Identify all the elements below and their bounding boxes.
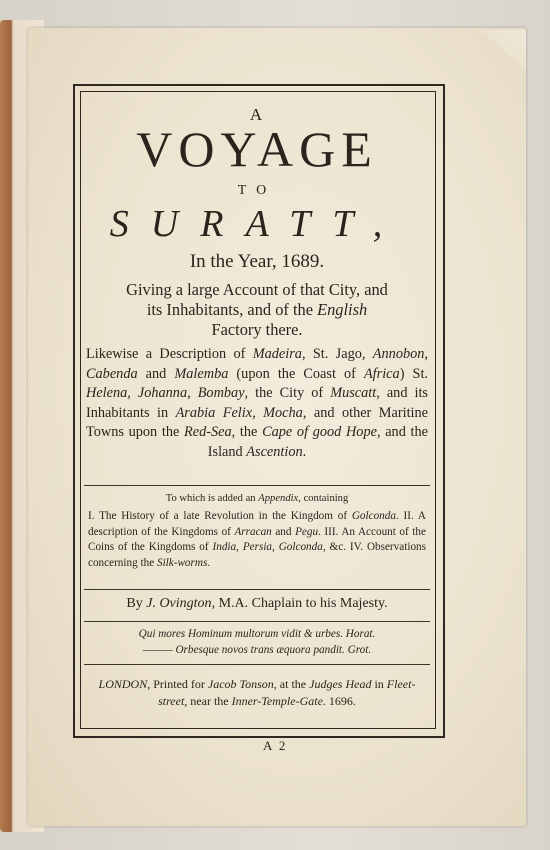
subtitle-line: Giving a large Account of that City, and [126,280,388,299]
divider-rule [84,485,430,486]
appendix-contents [88,509,426,571]
text-run: Malemba [174,365,229,382]
text-run: , and the Island [207,424,428,460]
subtitle-line [88,300,426,320]
signature-mark: A 2 [263,738,288,753]
text-run: ) St. [399,365,428,382]
text-run: Pegu [295,525,319,538]
appendix-heading [80,493,434,504]
text-run: Annobon, Cabenda [86,346,428,382]
text-run: . III. An Account of the Coins of the Kingdoms of [88,525,426,553]
text-run: Judges Head [309,677,372,691]
text-run: Arabia Felix, Mocha [175,404,303,421]
text-run: and [137,365,175,382]
text-run: Golconda [351,510,396,522]
subtitle-line-part: English [317,300,368,319]
description-paragraph [86,345,428,462]
text-run: Likewise a Description of [86,346,253,362]
text-run: To which is added an [165,493,259,504]
text-run: and [271,525,296,538]
text-run: Madeira [252,346,302,362]
text-run: , M.A. Chaplain to his Majesty. [211,596,388,611]
text-run: I. The History of a late Revolution in the Kingdom of [88,510,352,522]
imprint [90,676,424,710]
text-run: Muscatt [330,385,377,401]
subtitle-line: Factory there. [211,320,303,339]
epigraph-grotius: ——— Orbesque novos trans æquora pandit. Grot. [142,644,372,656]
text-run: By [126,596,147,611]
text-run: LONDON [98,677,148,691]
text-run: (upon the Coast of [228,365,364,382]
text-run: India, Persia, Golconda [212,541,323,553]
title-suratt: SURATT, [109,203,405,245]
text-run: . 1696. [322,694,356,708]
text-run: , at the [273,677,310,691]
divider-rule [84,664,430,665]
text-run: J. Ovington [146,596,212,611]
text-run: , containing [298,493,349,504]
text-run: Red-Sea [184,424,232,440]
title-to: TO [237,183,277,198]
text-run: Cape of good Hope [262,424,377,440]
divider-rule [84,621,430,622]
text-run: Inner-Temple-Gate [231,694,323,708]
author-line [80,596,434,612]
title-voyage: VOYAGE [136,121,378,177]
text-run: , and other Maritine Towns upon the [86,404,429,440]
text-run: Appendix [258,493,299,504]
subtitle-line-part: its Inhabitants, and of the [146,300,318,319]
text-run: , near the [184,694,232,708]
text-run: Ascention [246,443,303,460]
title-year: In the Year, 1689. [189,251,325,272]
epigraph-horace: Qui mores Hominum multorum vidit & urbes. Horat. [138,628,376,640]
text-run: Jacob Tonson [207,677,274,691]
text-run: Arracan [234,525,272,538]
text-run: , &c. IV. Observations concerning the [88,541,426,569]
text-run: . II. A description of the Kingdoms of [88,510,426,538]
text-run: , the City of [244,385,331,401]
text-run: , Printed for [147,677,208,691]
text-run: . [207,556,211,569]
text-run: , the [231,424,263,440]
text-run: , St. Jago, [301,346,373,362]
text-run: Helena, Johanna, Bombay [86,385,245,401]
divider-rule [84,589,430,590]
subtitle-giving [88,280,426,340]
text-run: Fleet-street [158,677,416,708]
title-article: A [249,105,265,124]
text-run: . [302,443,307,460]
text-run: Silk-worms [156,556,208,569]
text-run: , and its Inhabitants in [86,385,428,421]
title-page-content [80,91,434,727]
text-run: Africa [363,365,400,382]
text-run: in [371,677,387,691]
